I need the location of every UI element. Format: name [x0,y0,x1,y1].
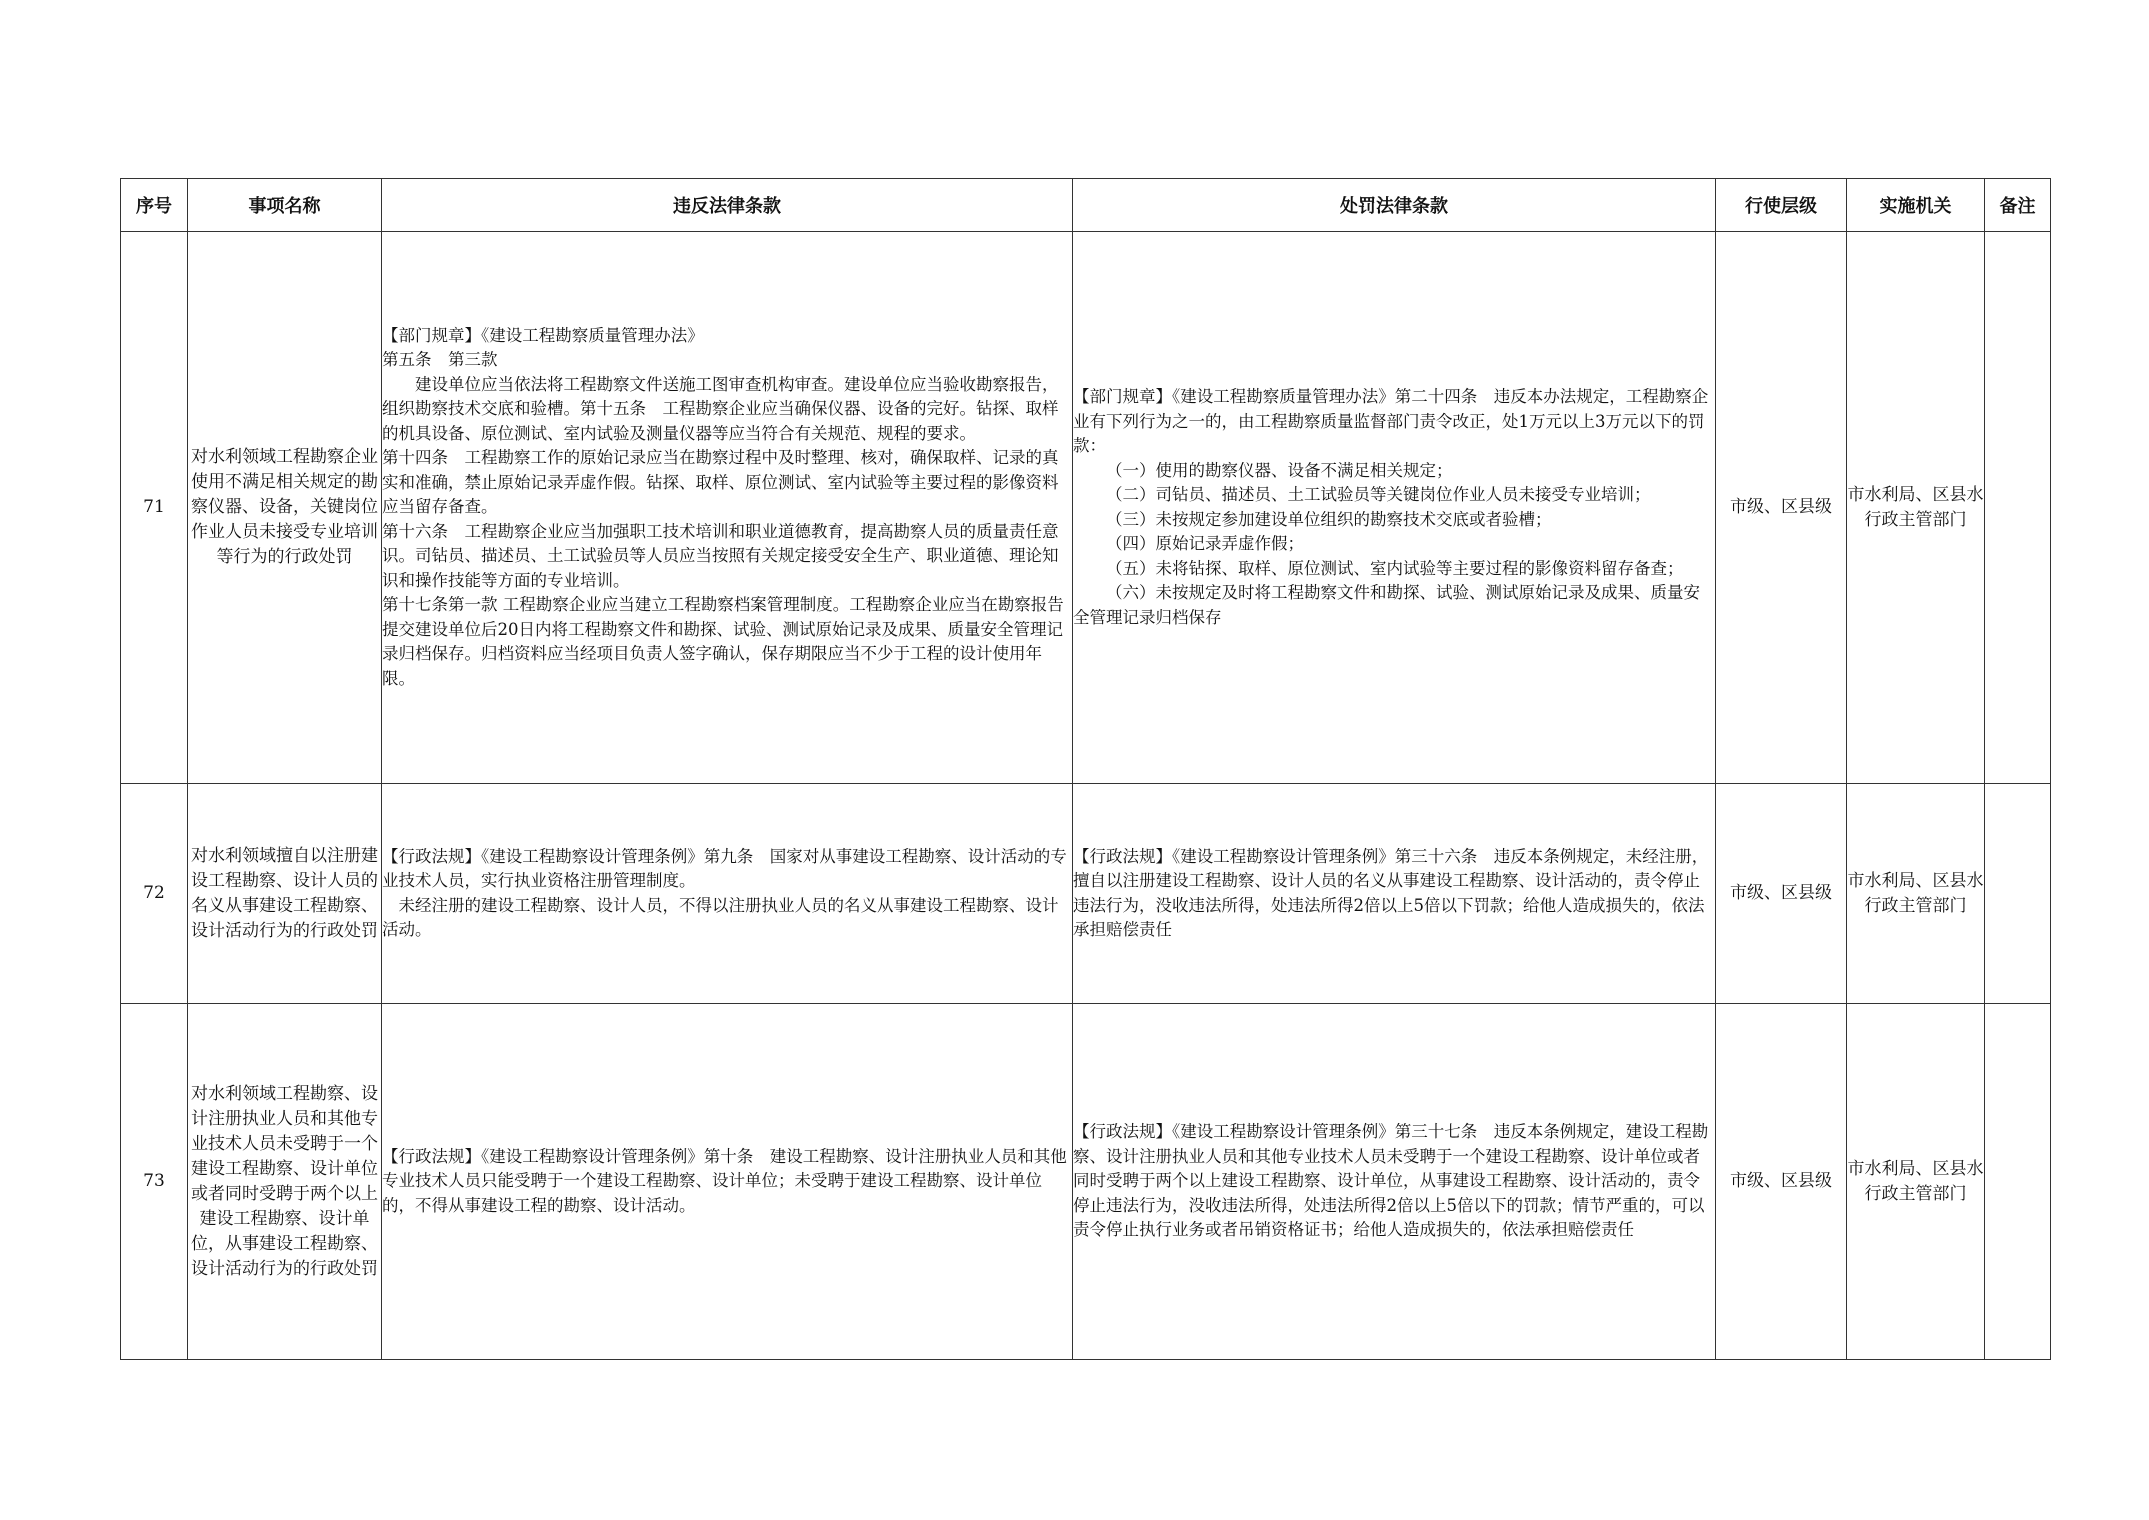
row-seq: 73 [121,1004,188,1360]
penalty-line: （一）使用的勘察仪器、设备不满足相关规定； [1106,460,1453,480]
row-violation [382,784,1073,1004]
violation-line: 建设单位应当依法将工程勘察文件送施工图审查机构审查。建设单位应当验收勘察报告，组织勘察技术交底和验槽。第十五条 工程勘察企业应当确保仪器、设备的完好。钻探、取样的机具设备、原位测试、室内试验及测量仪器等应当符合有关规范、规程的要求。 [382,374,1059,443]
header-row [121,179,2051,232]
row-violation [382,232,1073,784]
penalty-line: 【行政法规】《建设工程勘察设计管理条例》第三十七条 违反本条例规定，建设工程勘察、设计注册执业人员和其他专业技术人员未受聘于一个建设工程勘察、设计单位或者同时受聘于两个以上建设工程勘察、设计单位，从事建设工程勘察、设计活动的，责令停止违法行为，没收违法所得，处违法所得2倍以上5倍以下的罚款；情节严重的，可以责令停止执行业务或者吊销资格证书；给他人造成损失的，依法承担赔偿责任 [1073,1122,1709,1240]
row-penalty [1073,784,1716,1004]
enforcement-table [120,178,2051,1360]
violation-line: 第十四条 工程勘察工作的原始记录应当在勘察过程中及时整理、核对，确保取样、记录的真实和准确，禁止原始记录弄虚作假。钻探、取样、原位测试、室内试验等主要过程的影像资料应当留存备查。 [382,448,1059,517]
row-level: 市级、区县级 [1716,1004,1847,1360]
table-row [121,232,2051,784]
violation-line: 第十七条第一款 工程勘察企业应当建立工程勘察档案管理制度。工程勘察企业应当在勘察报告提交建设单位后20日内将工程勘察文件和勘探、试验、测试原始记录及成果、质量安全管理记录归档保存。归档资料应当经项目负责人签字确认，保存期限应当不少于工程的设计使用年限。 [382,595,1064,688]
header-seq: 序号 [121,179,188,232]
penalty-line: （六）未按规定及时将工程勘察文件和勘探、试验、测试原始记录及成果、质量安全管理记录归档保存 [1073,583,1700,627]
row-name: 对水利领域擅自以注册建设工程勘察、设计人员的名义从事建设工程勘察、设计活动行为的行政处罚 [188,784,382,1004]
penalty-line: 【行政法规】《建设工程勘察设计管理条例》第三十六条 违反本条例规定，未经注册，擅自以注册建设工程勘察、设计人员的名义从事建设工程勘察、设计活动的，责令停止违法行为，没收违法所得，处违法所得2倍以上5倍以下罚款；给他人造成损失的，依法承担赔偿责任 [1073,846,1709,939]
row-remark [1985,1004,2051,1360]
row-seq: 72 [121,784,188,1004]
violation-line: 【部门规章】《建设工程勘察质量管理办法》 [382,325,704,345]
penalty-line: （五）未将钻探、取样、原位测试、室内试验等主要过程的影像资料留存备查； [1106,558,1684,578]
table-row [121,1004,2051,1360]
violation-line: 第五条 第三款 [382,350,498,370]
penalty-line: 【部门规章】《建设工程勘察质量管理办法》第二十四条 违反本办法规定，工程勘察企业有下列行为之一的，由工程勘察质量监督部门责令改正，处1万元以上3万元以下的罚款： [1073,387,1709,455]
row-agency: 市水利局、区县水行政主管部门 [1847,784,1985,1004]
header-agency: 实施机关 [1847,179,1985,232]
row-penalty [1073,1004,1716,1360]
row-agency: 市水利局、区县水行政主管部门 [1847,232,1985,784]
row-remark [1985,784,2051,1004]
violation-line: 第十六条 工程勘察企业应当加强职工技术培训和职业道德教育，提高勘察人员的质量责任意识。司钻员、描述员、土工试验员等人员应当按照有关规定接受安全生产、职业道德、理论知识和操作技能等方面的专业培训。 [382,521,1059,590]
row-remark [1985,232,2051,784]
table-row [121,784,2051,1004]
row-name: 对水利领域工程勘察企业使用不满足相关规定的勘察仪器、设备，关键岗位作业人员未接受专业培训等行为的行政处罚 [188,232,382,784]
header-penalty: 处罚法律条款 [1073,179,1716,232]
violation-line: 【行政法规】《建设工程勘察设计管理条例》第十条 建设工程勘察、设计注册执业人员和其他专业技术人员只能受聘于一个建设工程勘察、设计单位；未受聘于建设工程勘察、设计单位的，不得从事建设工程的勘察、设计活动。 [382,1146,1067,1215]
penalty-line: （三）未按规定参加建设单位组织的勘察技术交底或者验槽； [1106,509,1552,529]
row-agency: 市水利局、区县水行政主管部门 [1847,1004,1985,1360]
violation-line: 【行政法规】《建设工程勘察设计管理条例》第九条 国家对从事建设工程勘察、设计活动的专业技术人员，实行执业资格注册管理制度。 [382,846,1067,890]
penalty-line: （二）司钻员、描述员、土工试验员等关键岗位作业人员未接受专业培训； [1106,485,1651,504]
header-level: 行使层级 [1716,179,1847,232]
header-name: 事项名称 [188,179,382,232]
row-name: 对水利领域工程勘察、设计注册执业人员和其他专业技术人员未受聘于一个建设工程勘察、设计单位或者同时受聘于两个以上建设工程勘察、设计单位，从事建设工程勘察、设计活动行为的行政处罚 [188,1004,382,1360]
row-seq: 71 [121,232,188,784]
penalty-line: （四）原始记录弄虚作假； [1106,534,1304,553]
row-penalty [1073,232,1716,784]
header-violation: 违反法律条款 [382,179,1073,232]
row-level: 市级、区县级 [1716,232,1847,784]
row-level: 市级、区县级 [1716,784,1847,1004]
header-remark: 备注 [1985,179,2051,232]
violation-line: 未经注册的建设工程勘察、设计人员，不得以注册执业人员的名义从事建设工程勘察、设计活动。 [382,895,1059,939]
row-violation [382,1004,1073,1360]
